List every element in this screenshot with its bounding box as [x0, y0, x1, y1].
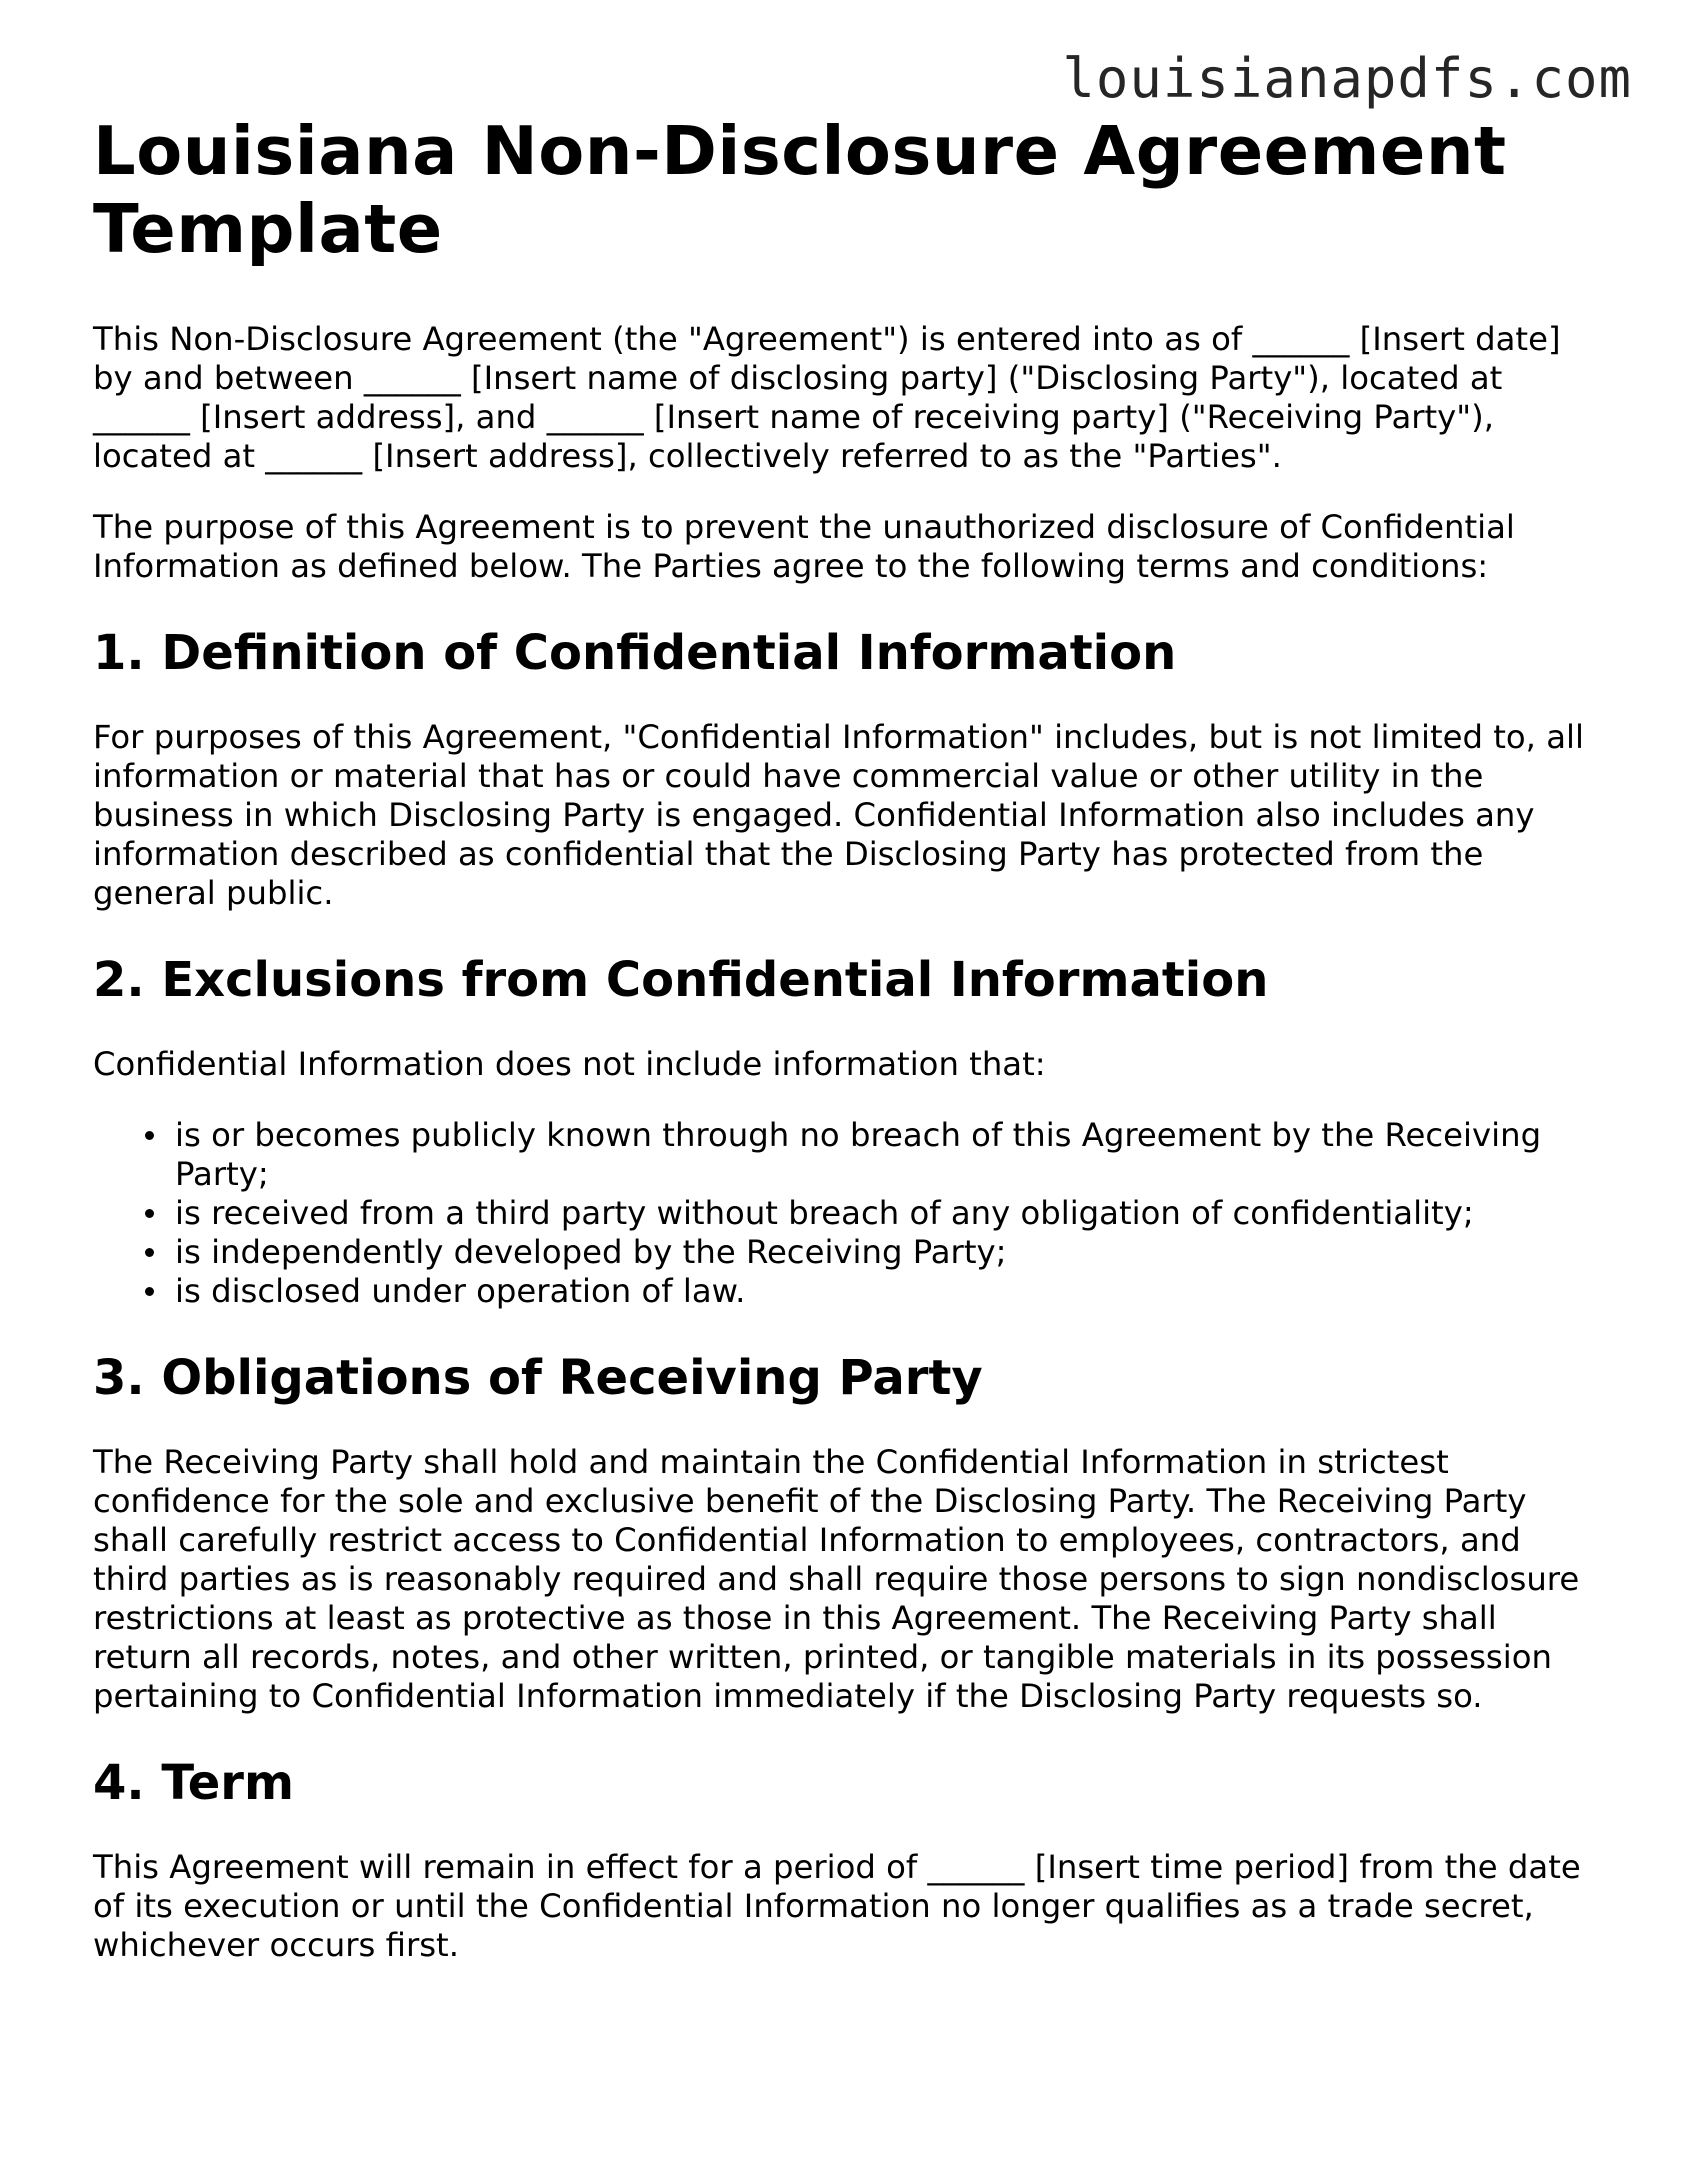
section-body-exclusions: Confidential Information does not include information that: — [93, 1045, 1046, 1083]
list-item: is received from a third party without breach of any obligation of confidentiality; — [175, 1194, 1603, 1233]
list-item: is disclosed under operation of law. — [175, 1272, 1603, 1311]
list-item: is independently developed by the Receiving Party; — [175, 1233, 1603, 1272]
intro-paragraph: This Non-Disclosure Agreement (the "Agreement") is entered into as of ______ [Insert date] by and between ______ [Insert name of disclosing party] ("Disclosing Party"), located at ______ [Insert address], and ______ [Insert name of receiving party] ("Receiving Party"), located at ______ [Insert address], collectively referred to as the "Parties". — [93, 320, 1561, 475]
site-watermark: louisianapdfs.com — [1062, 47, 1632, 110]
section-heading-definition: 1. Definition of Confidential Information — [93, 625, 1177, 681]
section-body-term: This Agreement will remain in effect for a period of ______ [Insert time period] from the date of its execution or until the Confidential Information no longer qualifies as a trade secret, whichever occurs first. — [93, 1848, 1581, 1964]
document-title: Louisiana Non-Disclosure Agreement Template — [93, 112, 1507, 268]
section-heading-exclusions: 2. Exclusions from Confidential Information — [93, 952, 1269, 1008]
section-heading-term: 4. Term — [93, 1755, 294, 1811]
purpose-paragraph: The purpose of this Agreement is to prevent the unauthorized disclosure of Confidential Information as defined below. The Parties agree to the following terms and conditions: — [93, 508, 1515, 585]
document-page — [93, 112, 1603, 1997]
list-item: is or becomes publicly known through no breach of this Agreement by the Receiving Party; — [175, 1116, 1603, 1194]
exclusions-list — [93, 1116, 1603, 1311]
section-body-obligations: The Receiving Party shall hold and maintain the Confidential Information in strictest confidence for the sole and exclusive benefit of the Disclosing Party. The Receiving Party shall carefully restrict access to Confidential Information to employees, contractors, and third parties as is reasonably required and shall require those persons to sign nondisclosure restrictions at least as protective as those in this Agreement. The Receiving Party shall return all records, notes, and other written, printed, or tangible materials in its possession pertaining to Confidential Information immediately if the Disclosing Party requests so. — [93, 1443, 1580, 1715]
section-heading-obligations: 3. Obligations of Receiving Party — [93, 1350, 983, 1406]
section-body-definition: For purposes of this Agreement, "Confidential Information" includes, but is not limited to, all information or material that has or could have commercial value or other utility in the business in which Disclosing Party is engaged. Confidential Information also includes any information described as confidential that the Disclosing Party has protected from the general public. — [93, 718, 1584, 912]
